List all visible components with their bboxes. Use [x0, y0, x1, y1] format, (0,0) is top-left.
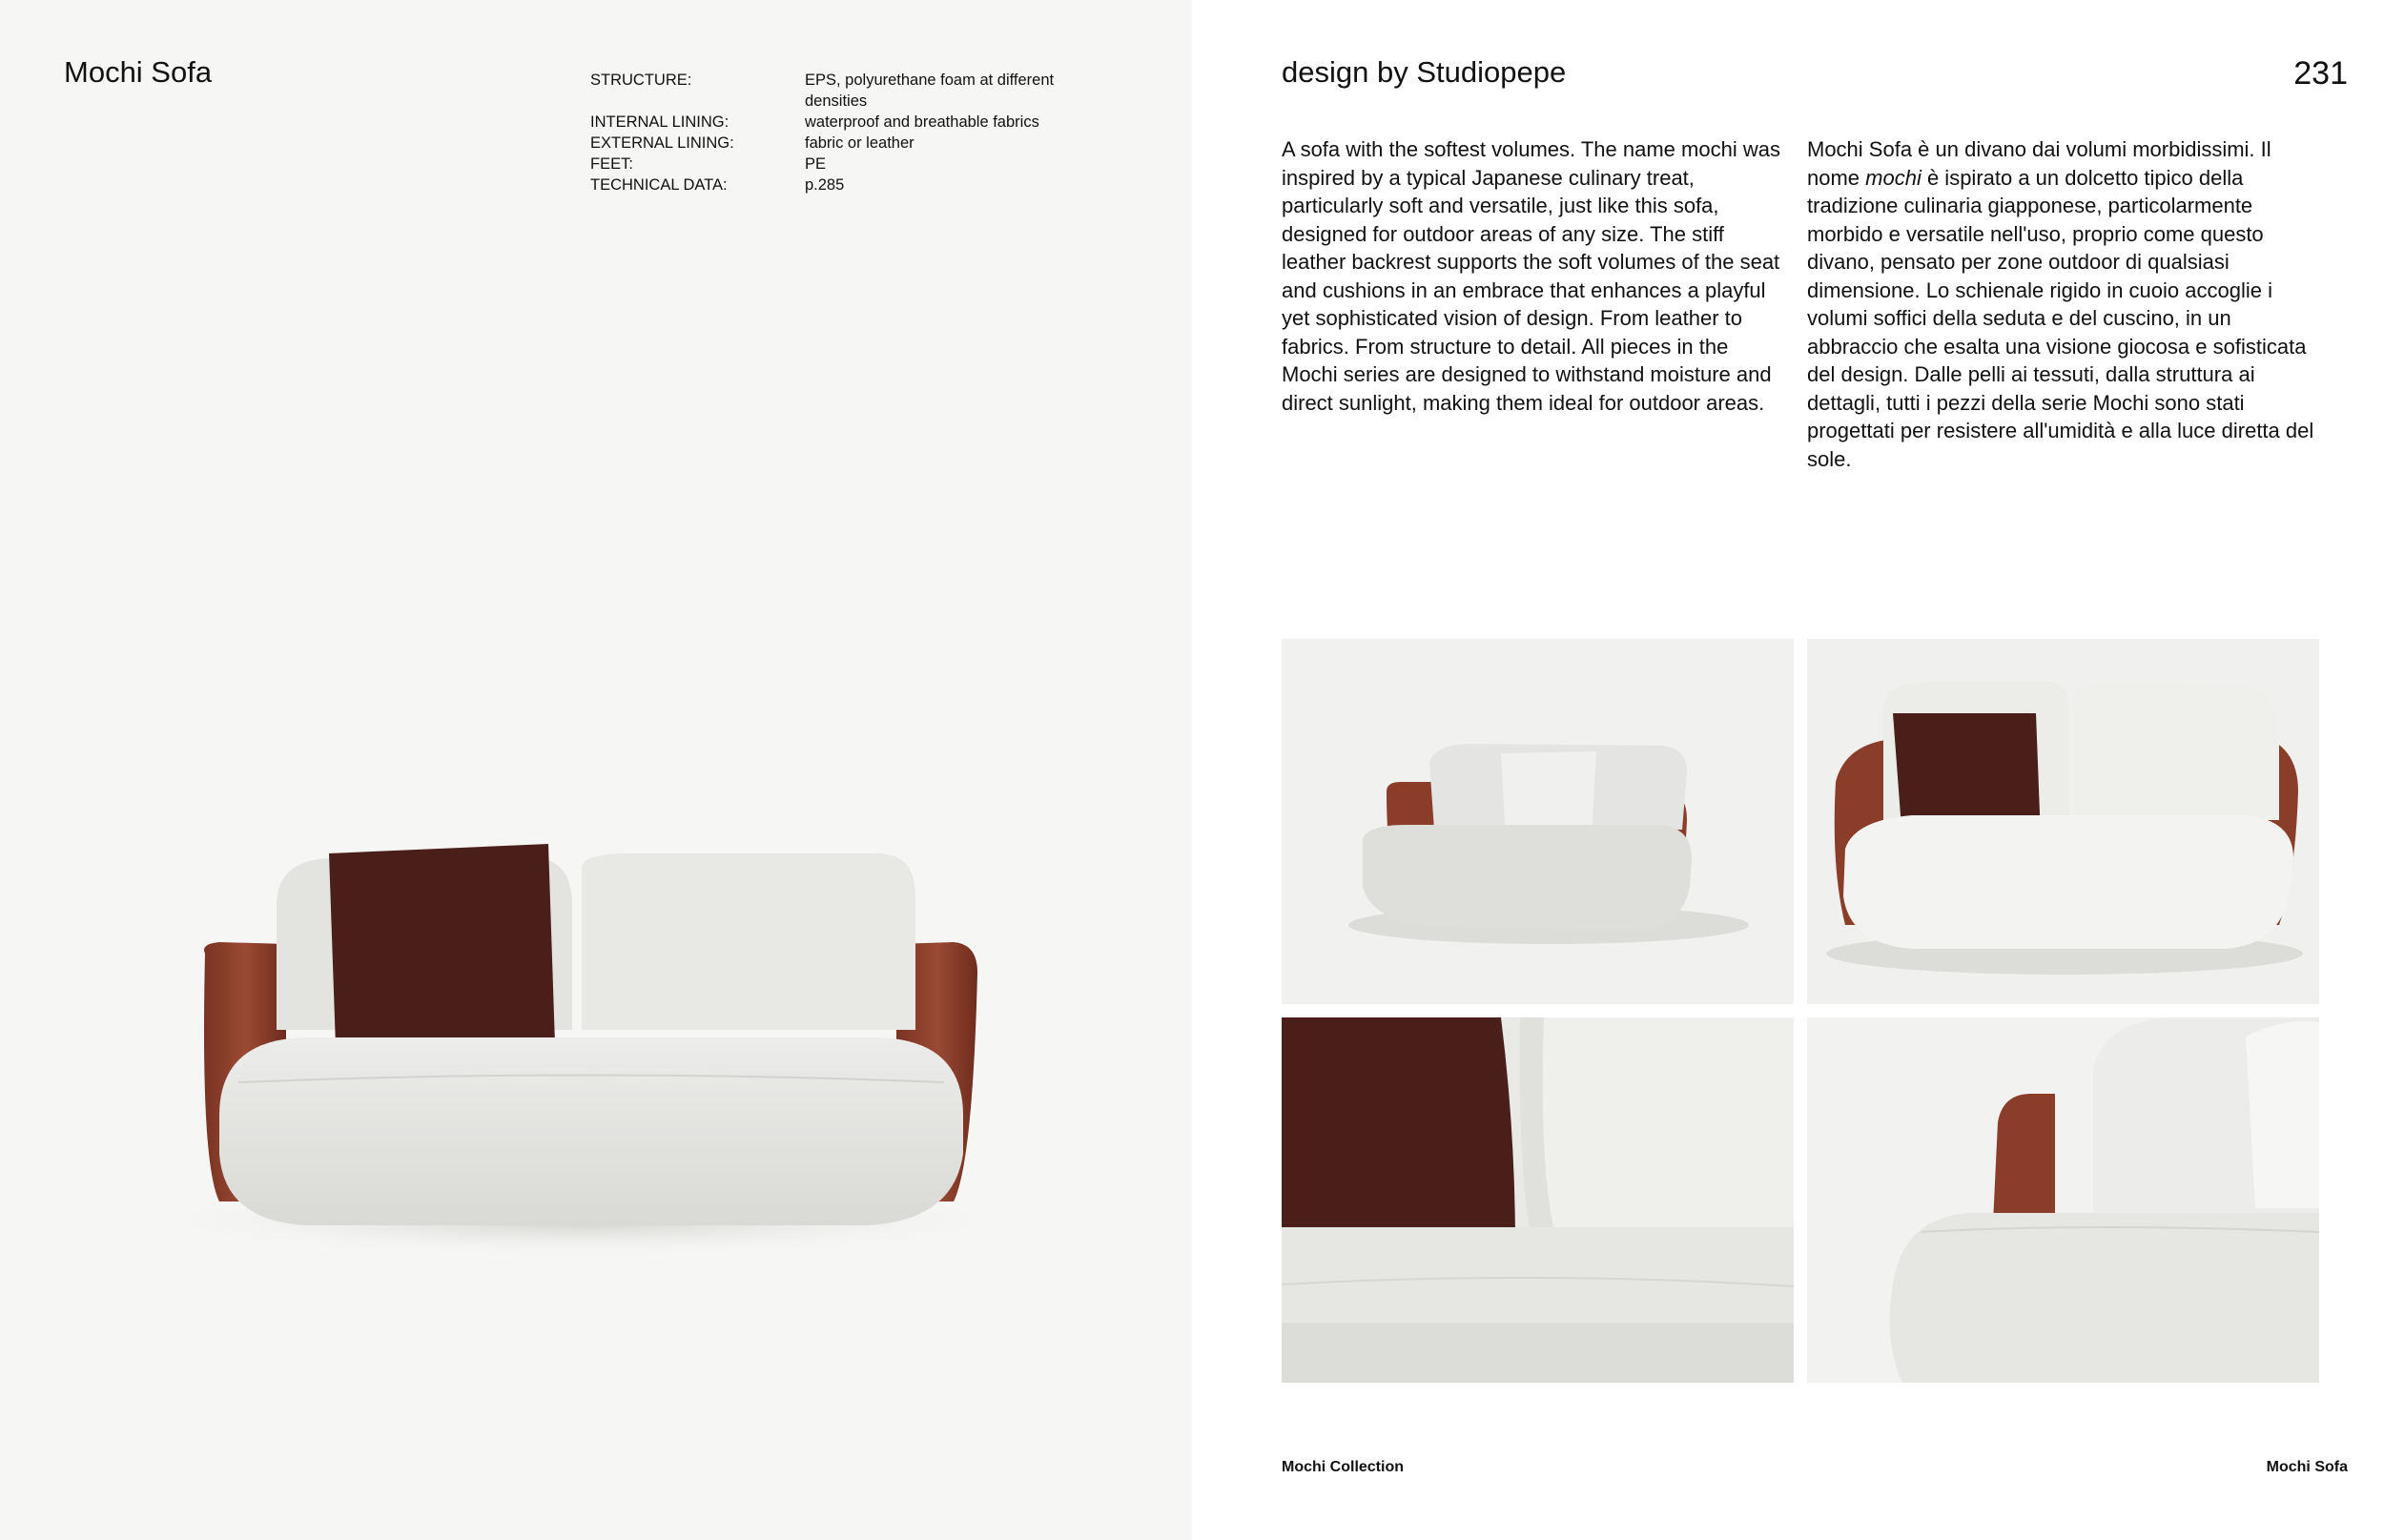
photo-angle-view [1282, 639, 1794, 1004]
spec-value: waterproof and breathable fabrics [805, 113, 1039, 131]
spec-row-external-lining [590, 133, 1072, 154]
photo-cushion-detail [1282, 1017, 1794, 1383]
spec-label: INTERNAL LINING: [590, 113, 730, 131]
spec-value: PE [805, 155, 827, 173]
spec-value: p.285 [805, 176, 845, 194]
photo-backrest-detail [1807, 1017, 2319, 1383]
photo-top-view [1807, 639, 2319, 1004]
description-italian-text [1807, 135, 2322, 473]
spec-row-internal-lining [590, 112, 1072, 133]
italian-text-start: Mochi Sofa è un divano dai volumi morbidissimi. Il nome [1807, 137, 2271, 190]
description-italian [1807, 135, 2322, 473]
spec-row-structure [590, 70, 1072, 112]
spec-label: TECHNICAL DATA: [590, 176, 728, 194]
spec-label: FEET: [590, 155, 633, 173]
page-number: 231 [2293, 55, 2348, 92]
italian-text-italic: mochi [1865, 165, 1922, 190]
italian-text-rest: è ispirato a un dolcetto tipico della tradizione culinaria giapponese, particolarmente morbido e versatile nell'uso, proprio come questo divano, pensato per zone outdoor di qualsiasi dimensione. Lo schienale rigido in cuoio accoglie i volumi soffici della seduta e del cuscino, in un abbraccio che esalta una visione giocosa e sofisticata del design. Dalle pelli ai tessuti, dalla struttura ai dettagli, tutti i pezzi della serie Mochi sono stati progettati per resistere all'umidità e alla luce diretta del sole. [1807, 165, 2314, 471]
spec-label: STRUCTURE: [590, 72, 692, 89]
designer-credit: design by Studiopepe [1282, 55, 1567, 89]
footer-product: Mochi Sofa [2266, 1459, 2348, 1475]
spec-value: fabric or leather [805, 134, 915, 152]
spec-row-feet [590, 154, 1072, 175]
hero-sofa-image [114, 801, 1097, 1278]
footer-collection: Mochi Collection [1282, 1459, 1404, 1475]
right-page [1192, 0, 2384, 1540]
product-title: Mochi Sofa [64, 55, 213, 89]
spec-row-technical-data [590, 175, 1072, 195]
spec-label: EXTERNAL LINING: [590, 134, 734, 152]
spec-table [590, 70, 1072, 195]
spec-value: EPS, polyurethane foam at different densities [805, 72, 1055, 110]
description-english-text: A sofa with the softest volumes. The name mochi was inspired by a typical Japanese culinary treat, particularly soft and versatile, just like this sofa, designed for outdoor areas of any size. The stiff leather backrest supports the soft volumes of the seat and cushions in an embrace that enhances a playful yet sophisticated vision of design. From leather to fabrics. From structure to detail. All pieces in the Mochi series are designed to withstand moisture and direct sunlight, making them ideal for outdoor areas. [1282, 137, 1780, 415]
description-english [1282, 135, 1787, 417]
